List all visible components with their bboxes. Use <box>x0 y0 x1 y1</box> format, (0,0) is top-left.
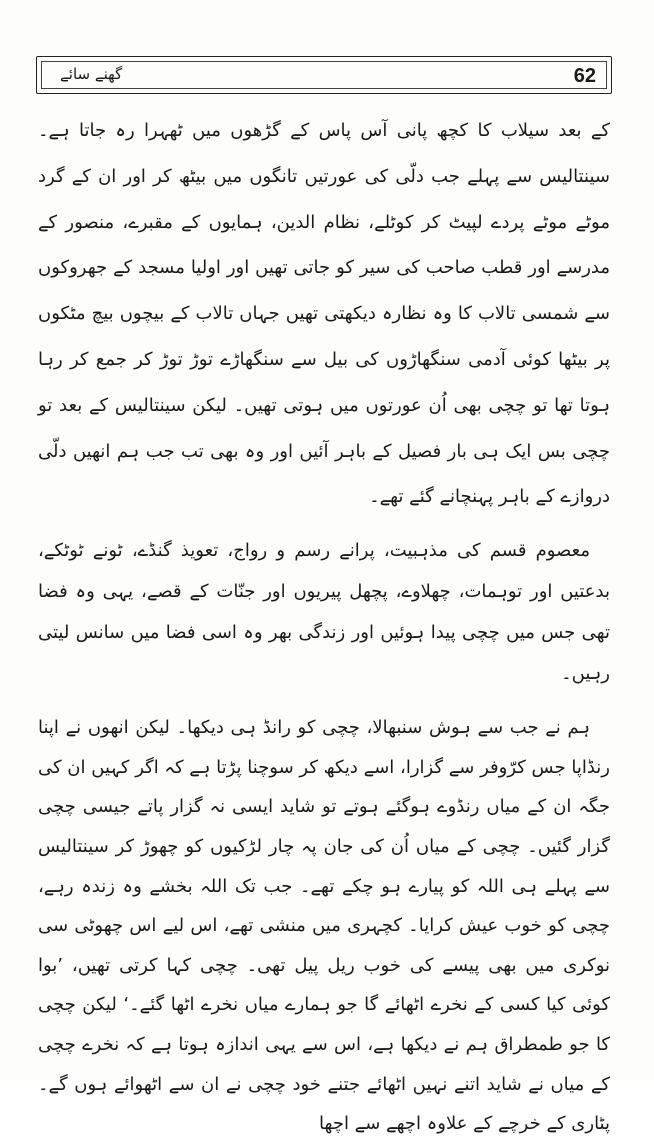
page-header <box>36 56 612 94</box>
paragraph: کے بعد سیلاب کا کچھ پانی آس پاس کے گڑھوں میں ٹھہرا رہ جاتا ہے۔ سینتالیس سے پہلے جب دلّی کی عورتیں تانگوں میں بیٹھ کر اور ان کے گرد موٹے موٹے پردے لپیٹ کر کوٹلے، نظام الدین، ہمایوں کے مقبرے، منصور کے مدرسے اور قطب صاحب کی سیر کو جاتی تھیں اور اولیا مسجد کے جھروکوں سے شمسی تالاب کا وہ نظارہ دیکھتی تھیں جہاں تالاب کے بیچوں بیچ مٹکوں پر بیٹھا کوئی آدمی سنگھاڑوں کی بیل سے سنگھاڑے توڑ توڑ کر جمع کر رہا ہوتا تھا تو چچی بھی اُن عورتوں میں ہوتی تھیں۔ لیکن سینتالیس کے بعد تو چچی بس ایک ہی بار فصیل کے باہر آئیں اور وہ بھی تب جب ہم انھیں دلّی دروازے کے باہر پہنچانے گئے تھے۔ <box>38 120 610 508</box>
paragraph: ہم نے جب سے ہوش سنبھالا، چچی کو رانڈ ہی دیکھا۔ لیکن انھوں نے اپنا رنڈاپا جس کرّوفر سے گزارا، اسے دیکھ کر سوچنا پڑتا ہے کہ اگر کہیں ان کی جگہ ان کے میاں رنڈوے ہوگئے ہوتے تو شاید ایسی نہ گزار پاتے جیسی چچی گزار گئیں۔ چچی کے میاں اُن کی جان پہ چار لڑکیوں کو چھوڑ کر سینتالیس سے پہلے ہی اللہ کو پیارے ہو چکے تھے۔ جب تک اللہ بخشے وہ زندہ رہے، چچی کو خوب عیش کرایا۔ کچہری میں منشی تھے، اس لیے اس چھوٹی سی نوکری میں بھی پیسے کی خوب ریل پیل تھی۔ چچی کہا کرتی تھیں، ’بوا کوئی کیا کسی کے نخرے اٹھائے گا جو ہمارے میاں نخرے اٹھا گئے۔‘ لیکن چچی کا جو طمطراق ہم نے دیکھا ہے، اس سے یہی اندازہ ہوتا ہے کہ نخرے چچی کے میاں نے شاید اتنے نہیں اٹھائے جتنے خود چچی نے ان سے اٹھوائے ہوں گے۔ پٹاری کے خرچے کے علاوہ اچھے سے اچھا <box>38 717 610 1135</box>
page-number: 62 <box>573 65 596 87</box>
body-text <box>38 108 610 1144</box>
running-title: گھنے سائے <box>60 65 123 83</box>
paragraph: معصوم قسم کی مذہبیت، پرانے رسم و رواج، تعویذ گنڈے، ٹونے ٹوٹکے، بدعتیں اور توہمات، چھلاوے، پچھل پیریوں اور جنّات کے قصے، یہی وہ فضا تھی جس میں چچی پیدا ہوئیں اور زندگی بھر وہ اسی فضا میں سانس لیتی رہیں۔ <box>38 540 610 685</box>
header-frame <box>41 61 607 89</box>
